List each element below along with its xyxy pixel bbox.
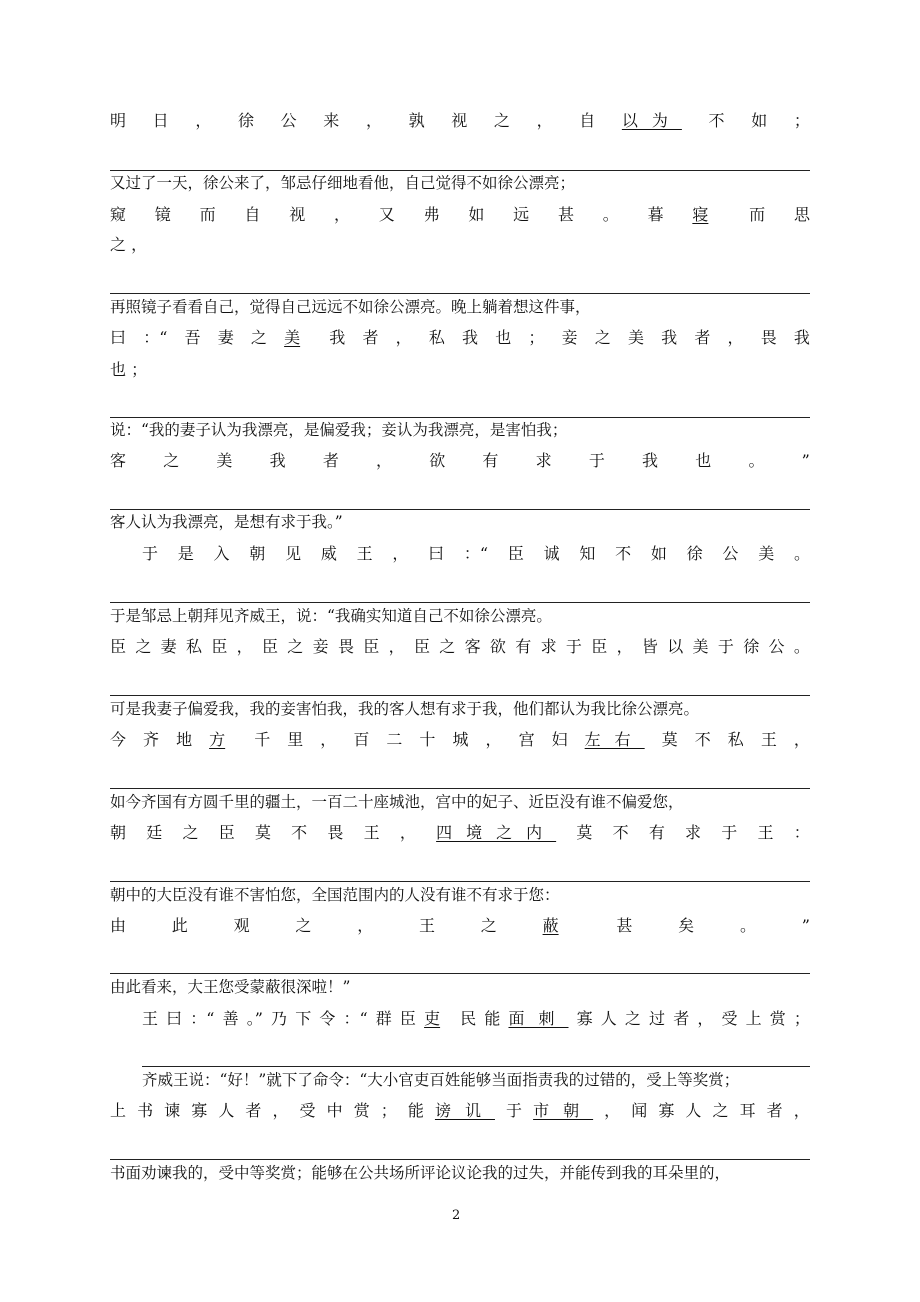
glyph: 美 xyxy=(758,544,775,563)
glyph: 弗 xyxy=(423,205,440,224)
glyph: 宫 xyxy=(518,730,535,749)
glyph: 赏 xyxy=(353,1101,370,1120)
glyph: 受 xyxy=(721,1009,738,1028)
glyph: ， xyxy=(399,823,416,842)
translation-line: 说：“我的妻子认为我漂亮，是偏爱我；妾认为我漂亮，是害怕我； xyxy=(110,421,568,439)
glyph: 来 xyxy=(323,111,340,130)
glyph: 畏 xyxy=(760,328,777,347)
glyph: 私 xyxy=(428,328,445,347)
glyph: 甚 xyxy=(616,916,633,935)
glyph: 城 xyxy=(452,730,469,749)
glyph: 者 xyxy=(362,328,379,347)
glyph: ：“ xyxy=(343,1009,368,1028)
translation-line: 客人认为我漂亮，是想有求于我。” xyxy=(110,513,343,531)
glyph: 有 xyxy=(648,823,665,842)
glyph: 以 xyxy=(667,637,684,656)
glyph: 寡 xyxy=(658,1101,675,1120)
glyph: 者 xyxy=(673,1009,690,1028)
glyph: 我 xyxy=(269,451,286,470)
glyph: 廷 xyxy=(146,823,163,842)
glyph: 我 xyxy=(642,451,659,470)
glyph: 群 xyxy=(375,1009,392,1028)
glyph: 美 xyxy=(216,451,233,470)
glyph: 蔽 xyxy=(542,916,559,935)
glyph: 王 xyxy=(760,730,777,749)
answer-rule xyxy=(110,293,810,294)
answer-rule xyxy=(110,973,810,974)
answer-rule xyxy=(110,417,810,418)
glyph: ：“ xyxy=(143,328,168,347)
original-text-line-continued: 之 ， xyxy=(110,235,148,254)
glyph: 又 xyxy=(378,205,395,224)
answer-rule xyxy=(110,602,810,603)
glyph: 寝 xyxy=(692,205,709,224)
glyph: 之 xyxy=(163,451,180,470)
glyph: 不 xyxy=(708,111,725,130)
glyph: ； xyxy=(793,111,810,130)
glyph: 不 xyxy=(694,730,711,749)
page-number: 2 xyxy=(452,1208,461,1223)
glyph: 公 xyxy=(768,637,785,656)
glyph: 。 xyxy=(602,205,619,224)
glyph: ：“ xyxy=(190,1009,215,1028)
glyph: ， xyxy=(536,111,553,130)
glyph: 皆 xyxy=(641,637,658,656)
translation-line: 齐威王说：“好！”就下了命令：“大小官吏百姓能够当面指责我的过错的，受上等奖赏； xyxy=(142,1071,740,1089)
glyph: 视 xyxy=(289,205,306,224)
glyph: 知 xyxy=(579,544,596,563)
translation-line: 可是我妻子偏爱我，我的妾害怕我，我的客人想有求于我，他们都认为我比徐公漂亮。 xyxy=(110,700,700,718)
glyph: 于 xyxy=(565,637,582,656)
glyph: 百 xyxy=(353,730,370,749)
glyph: 客 xyxy=(110,451,127,470)
glyph: 谏 xyxy=(164,1101,181,1120)
glyph: 寡 xyxy=(191,1101,208,1120)
glyph: 思 xyxy=(793,205,810,224)
glyph: 孰 xyxy=(408,111,425,130)
glyph: 求 xyxy=(535,451,552,470)
translation-line: 再照镜子看看自己，觉得自己远远不如徐公漂亮。晚上躺着想这件事， xyxy=(110,298,591,316)
glyph: 见 xyxy=(285,544,302,563)
glyph: 莫 xyxy=(254,823,271,842)
glyph: ， xyxy=(272,1101,289,1120)
glyph: 我 xyxy=(793,328,810,347)
original-text-line xyxy=(142,544,810,564)
glyph: 人 xyxy=(600,1009,617,1028)
glyph: ：“ xyxy=(463,544,489,563)
glyph: 美 xyxy=(284,328,301,347)
glyph: ， xyxy=(392,544,409,563)
glyph: 暮 xyxy=(647,205,664,224)
glyph: 公 xyxy=(722,544,739,563)
glyph: 十 xyxy=(419,730,436,749)
answer-rule xyxy=(110,788,810,789)
glyph: 如 xyxy=(650,544,667,563)
glyph: ； xyxy=(528,328,545,347)
glyph: 中 xyxy=(326,1101,343,1120)
glyph: 威 xyxy=(320,544,337,563)
glyph: 能 xyxy=(407,1101,424,1120)
glyph: 求 xyxy=(540,637,557,656)
glyph: ； xyxy=(380,1101,397,1120)
glyph: 以为 xyxy=(621,111,682,130)
glyph: 欲 xyxy=(429,451,446,470)
glyph: 之 xyxy=(135,637,152,656)
glyph: 。 xyxy=(748,451,765,470)
original-text-line xyxy=(110,916,810,936)
answer-rule xyxy=(110,695,810,696)
glyph: 由 xyxy=(110,916,127,935)
glyph: 莫 xyxy=(576,823,593,842)
glyph: 朝 xyxy=(249,544,266,563)
original-text-line xyxy=(110,1101,810,1121)
glyph: 臣 xyxy=(507,544,524,563)
glyph: 地 xyxy=(176,730,193,749)
glyph: 人 xyxy=(218,1101,235,1120)
glyph: 求 xyxy=(685,823,702,842)
glyph: ， xyxy=(357,916,374,935)
glyph: 人 xyxy=(685,1101,702,1120)
glyph: 不 xyxy=(291,823,308,842)
glyph: ， xyxy=(388,637,405,656)
glyph: 之 xyxy=(624,1009,641,1028)
original-text-line xyxy=(110,451,810,471)
glyph: 民 xyxy=(460,1009,477,1028)
glyph: 臣 xyxy=(261,637,278,656)
glyph: 莫 xyxy=(661,730,678,749)
glyph: 王 xyxy=(142,1009,159,1028)
glyph: 妾 xyxy=(312,637,329,656)
original-text-line xyxy=(110,111,810,131)
glyph: 臣 xyxy=(218,823,235,842)
glyph: 者 xyxy=(245,1101,262,1120)
glyph: 徐 xyxy=(237,111,254,130)
glyph: 公 xyxy=(280,111,297,130)
glyph: 客 xyxy=(464,637,481,656)
glyph: 赏 xyxy=(769,1009,786,1028)
glyph: 视 xyxy=(451,111,468,130)
glyph: 妇 xyxy=(551,730,568,749)
glyph: ， xyxy=(793,1101,810,1120)
glyph: 面刺 xyxy=(508,1009,569,1028)
translation-line: 由此看来，大王您受蒙蔽很深啦！” xyxy=(110,978,351,996)
glyph: 受 xyxy=(299,1101,316,1120)
glyph: 如 xyxy=(468,205,485,224)
glyph: 此 xyxy=(171,916,188,935)
glyph: 。 xyxy=(793,544,810,563)
glyph: 上 xyxy=(745,1009,762,1028)
original-text-line xyxy=(110,730,810,750)
glyph: 王 xyxy=(363,823,380,842)
glyph: 千 xyxy=(254,730,271,749)
glyph: 美 xyxy=(692,637,709,656)
glyph: 于 xyxy=(142,544,159,563)
glyph: 妻 xyxy=(217,328,234,347)
glyph: 也 xyxy=(495,328,512,347)
glyph: 有 xyxy=(515,637,532,656)
glyph: 不 xyxy=(615,544,632,563)
glyph: 而 xyxy=(749,205,766,224)
glyph: ， xyxy=(727,328,744,347)
glyph: 善 xyxy=(222,1009,239,1028)
glyph: 如 xyxy=(751,111,768,130)
glyph: ， xyxy=(195,111,212,130)
original-text-line xyxy=(110,823,810,843)
glyph: 上 xyxy=(110,1101,127,1120)
glyph: 令 xyxy=(319,1009,336,1028)
glyph: 之 xyxy=(493,111,510,130)
glyph: 徐 xyxy=(743,637,760,656)
glyph: 书 xyxy=(137,1101,154,1120)
glyph: ， xyxy=(333,205,350,224)
glyph: 。 xyxy=(739,916,756,935)
glyph: ， xyxy=(376,451,393,470)
glyph: 寡 xyxy=(576,1009,593,1028)
glyph: 诚 xyxy=(543,544,560,563)
glyph: 于 xyxy=(721,823,738,842)
glyph: 镜 xyxy=(154,205,171,224)
glyph: 自 xyxy=(579,111,596,130)
glyph: 而 xyxy=(199,205,216,224)
glyph: 之 xyxy=(182,823,199,842)
glyph: 臣 xyxy=(591,637,608,656)
glyph: ， xyxy=(793,730,810,749)
translation-line: 又过了一天，徐公来了，邹忌仔细地看他，自己觉得不如徐公漂亮； xyxy=(110,174,576,192)
glyph: 私 xyxy=(727,730,744,749)
glyph: 日 xyxy=(152,111,169,130)
glyph: 窥 xyxy=(110,205,127,224)
glyph: 我 xyxy=(661,328,678,347)
glyph: 。” xyxy=(246,1009,263,1028)
glyph: 矣 xyxy=(678,916,695,935)
glyph: ， xyxy=(395,328,412,347)
glyph: 入 xyxy=(213,544,230,563)
glyph: 美 xyxy=(627,328,644,347)
glyph: 。 xyxy=(793,637,810,656)
glyph: 之 xyxy=(480,916,497,935)
glyph: 臣 xyxy=(399,1009,416,1028)
glyph: 乃 xyxy=(271,1009,288,1028)
glyph: 欲 xyxy=(489,637,506,656)
glyph: 者 xyxy=(766,1101,783,1120)
glyph: 明 xyxy=(110,111,127,130)
glyph: 谤讥 xyxy=(434,1101,495,1120)
glyph: 之 xyxy=(712,1101,729,1120)
glyph: ， xyxy=(697,1009,714,1028)
glyph: 朝 xyxy=(110,823,127,842)
glyph: 畏 xyxy=(327,823,344,842)
glyph: 之 xyxy=(295,916,312,935)
glyph: 王 xyxy=(356,544,373,563)
glyph: 之 xyxy=(250,328,267,347)
glyph: ： xyxy=(793,823,810,842)
glyph: 私 xyxy=(185,637,202,656)
glyph: 过 xyxy=(649,1009,666,1028)
glyph: 臣 xyxy=(363,637,380,656)
glyph: 吏 xyxy=(424,1009,441,1028)
glyph: 王 xyxy=(757,823,774,842)
answer-rule xyxy=(110,170,810,171)
glyph: 于 xyxy=(717,637,734,656)
glyph: ， xyxy=(365,111,382,130)
translation-line: 朝中的大臣没有谁不害怕您，全国范围内的人没有谁不有求于您： xyxy=(110,886,560,904)
answer-rule xyxy=(142,1066,810,1067)
translation-line: 如今齐国有方圆千里的疆土，一百二十座城池，宫中的妃子、近臣没有谁不偏爱您， xyxy=(110,793,684,811)
translation-line: 于是邹忌上朝拜见齐威王，说：“我确实知道自己不如徐公漂亮。 xyxy=(110,607,552,625)
original-text-line xyxy=(142,1009,810,1029)
glyph: 臣 xyxy=(211,637,228,656)
glyph: 者 xyxy=(694,328,711,347)
glyph: 市朝 xyxy=(533,1101,594,1120)
original-text-line-continued: 也 ； xyxy=(110,360,148,379)
answer-rule xyxy=(110,881,810,882)
glyph: 吾 xyxy=(184,328,201,347)
glyph: 观 xyxy=(233,916,250,935)
glyph: 方 xyxy=(209,730,226,749)
original-text-line xyxy=(110,205,810,225)
glyph: ” xyxy=(801,916,810,935)
glyph: ； xyxy=(793,1009,810,1028)
glyph: 有 xyxy=(482,451,499,470)
glyph: 齐 xyxy=(143,730,160,749)
glyph: 畏 xyxy=(337,637,354,656)
glyph: 我 xyxy=(329,328,346,347)
glyph: ， xyxy=(236,637,253,656)
glyph: 于 xyxy=(588,451,605,470)
glyph: ， xyxy=(616,637,633,656)
glyph: 不 xyxy=(612,823,629,842)
glyph: 我 xyxy=(462,328,479,347)
answer-rule xyxy=(110,509,810,510)
translation-line: 书面劝谏我的，受中等奖赏；能够在公共场所评论议论我的过失，并能传到我的耳朵里的， xyxy=(110,1164,731,1182)
glyph: 之 xyxy=(439,637,456,656)
glyph: ， xyxy=(604,1101,621,1120)
glyph: 臣 xyxy=(413,637,430,656)
glyph: 是 xyxy=(177,544,194,563)
glyph: 里 xyxy=(287,730,304,749)
glyph: 于 xyxy=(506,1101,523,1120)
glyph: 下 xyxy=(295,1009,312,1028)
glyph: 四境之内 xyxy=(436,823,557,842)
glyph: ， xyxy=(320,730,337,749)
glyph: 今 xyxy=(110,730,127,749)
glyph: 曰 xyxy=(428,544,445,563)
glyph: 自 xyxy=(244,205,261,224)
glyph: ， xyxy=(485,730,502,749)
glyph: 王 xyxy=(418,916,435,935)
original-text-line xyxy=(110,637,810,657)
glyph: 曰 xyxy=(110,328,127,347)
glyph: 远 xyxy=(513,205,530,224)
glyph: 妾 xyxy=(561,328,578,347)
glyph: 甚 xyxy=(557,205,574,224)
original-text-line xyxy=(110,328,810,348)
glyph: 闻 xyxy=(631,1101,648,1120)
answer-rule xyxy=(110,1159,810,1160)
glyph: 妻 xyxy=(160,637,177,656)
glyph: 曰 xyxy=(166,1009,183,1028)
glyph: 臣 xyxy=(110,637,127,656)
glyph: ” xyxy=(801,451,810,470)
glyph: 也 xyxy=(695,451,712,470)
glyph: 之 xyxy=(287,637,304,656)
glyph: 者 xyxy=(322,451,339,470)
glyph: 之 xyxy=(594,328,611,347)
glyph: 徐 xyxy=(686,544,703,563)
glyph: 二 xyxy=(386,730,403,749)
glyph: 左右 xyxy=(584,730,645,749)
glyph: 能 xyxy=(484,1009,501,1028)
glyph: 耳 xyxy=(739,1101,756,1120)
